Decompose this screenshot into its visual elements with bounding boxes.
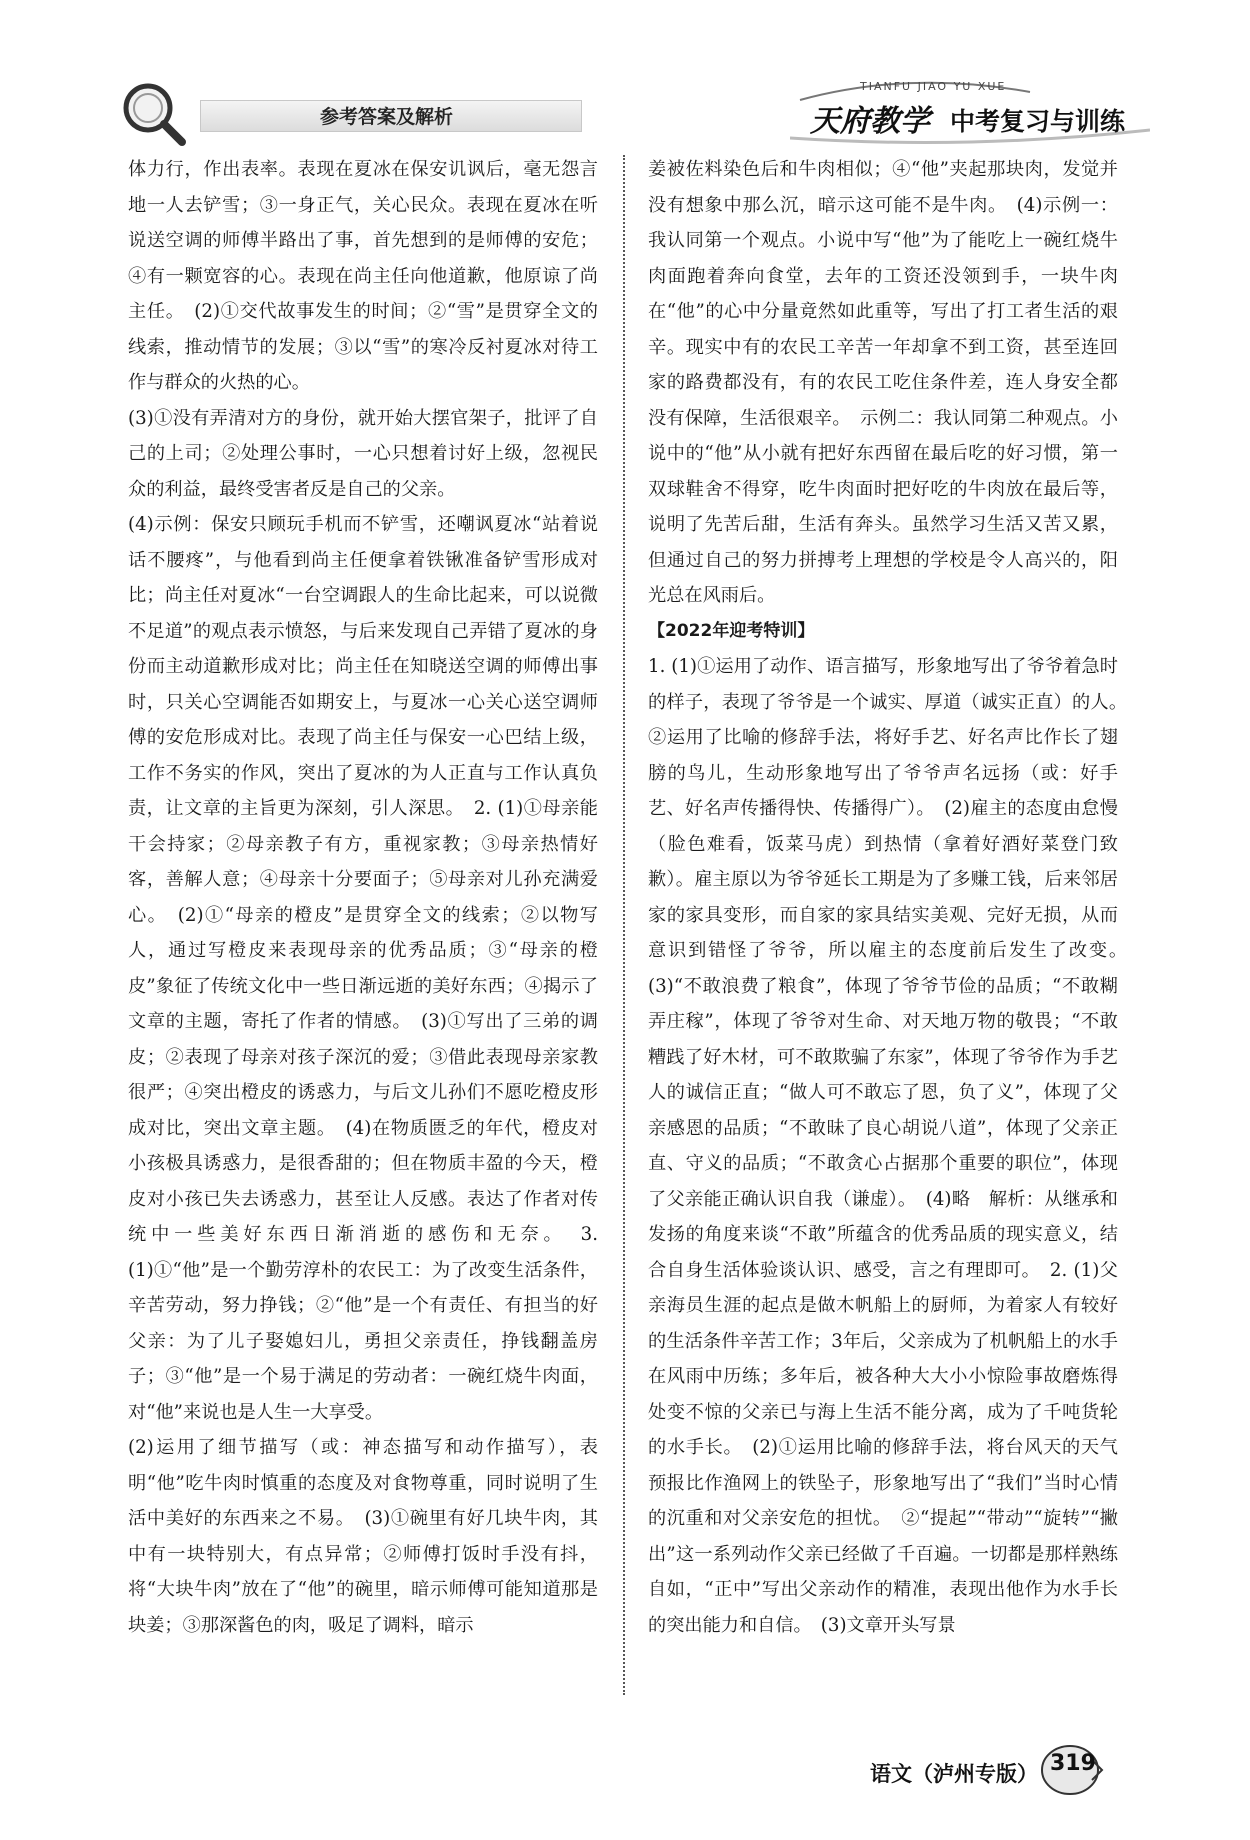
right-column (648, 152, 1137, 1643)
page-header (0, 0, 1250, 150)
left-column (128, 152, 598, 1643)
column-divider (623, 155, 625, 1695)
section-heading: 【2022年迎考特训】 (648, 620, 815, 641)
page-title: 参考答案及解析 (320, 106, 454, 128)
answer-paragraph: (4)示例：保安只顾玩手机而不铲雪，还嘲讽夏冰“站着说话不腰疼”，与他看到尚主任便拿着铁锹准备铲雪形成对比；尚主任对夏冰“一台空调跟人的生命比起来，可以说微不足道”的观点表示愤怒，与后来发现自己弄错了夏冰的身份而主动道歉形成对比；尚主任在知晓送空调的师傅出事时，只关心空调能否如期安上，与夏冰一心关心送空调师傅的安危形成对比。表现了尚主任与保安一心巴结上级，工作不务实的作风，突出了夏冰的为人正直与工作认真负责，让文章的主旨更为深刻，引人深思。 2. (1)①母亲能干会持家；②母亲教子有方，重视家教；③母亲热情好客，善解人意；④母亲十分要面子；⑤母亲对儿孙充满爱心。 (2)①“母亲的橙皮”是贯穿全文的线索；②以物写人，通过写橙皮来表现母亲的优秀品质；③“母亲的橙皮”象征了传统文化中一些日渐远逝的美好东西；④揭示了文章的主题，寄托了作者的情感。 (3)①写出了三弟的调皮；②表现了母亲对孩子深沉的爱；③借此表现母亲家教很严；④突出橙皮的诱惑力，与后文儿孙们不愿吃橙皮形成对比，突出文章主题。 (4)在物质匮乏的年代，橙皮对小孩极具诱惑力，是很香甜的；但在物质丰盈的今天，橙皮对小孩已失去诱惑力，甚至让人反感。表达了作者对传统中一些美好东西日渐消逝的感伤和无奈。 3. (1)①“他”是一个勤劳淳朴的农民工：为了改变生活条件，辛苦劳动，努力挣钱；②“他”是一个有责任、有担当的好父亲：为了儿子娶媳妇儿，勇担父亲责任，挣钱翻盖房子；③“他”是一个易于满足的劳动者：一碗红烧牛肉面，对“他”来说也是人生一大享受。 (128, 514, 598, 1423)
answer-paragraph: (2)运用了细节描写（或：神态描写和动作描写），表明“他”吃牛肉时慎重的态度及对食物尊重，同时说明了生活中美好的东西来之不易。 (3)①碗里有好几块牛肉，其中有一块特别大，有点异常；②师傅打饭时手没有抖，将“大块牛肉”放在了“他”的碗里，暗示师傅可能知道那是块姜；③那深酱色的肉，吸足了调料，暗示 (128, 1437, 598, 1636)
answer-paragraph: (3)①没有弄清对方的身份，就开始大摆官架子，批评了自己的上司；②处理公事时，一心只想着讨好上级，忽视民众的利益，最终受害者反是自己的父亲。 (128, 407, 598, 500)
brand-logo (790, 80, 1150, 150)
brand-subtitle: 中考复习与训练 (950, 107, 1126, 136)
answer-paragraph: 体力行，作出表率。表现在夏冰在保安讥讽后，毫无怨言地一人去铲雪；③一身正气，关心民众。表现在夏冰在听说送空调的师傅半路出了事，首先想到的是师傅的安危；④有一颗宽容的心。表现在尚主任向他道歉，他原谅了尚主任。 (2)①交代故事发生的时间；②“雪”是贯穿全文的线索，推动情节的发展；③以“雪”的寒冷反衬夏冰对待工作与群众的火热的心。 (128, 159, 598, 393)
answer-paragraph: 1. (1)①运用了动作、语言描写，形象地写出了爷爷着急时的样子，表现了爷爷是一个诚实、厚道（诚实正直）的人。 ②运用了比喻的修辞手法，将好手艺、好名声比作长了翅膀的鸟儿，生动形象地写出了爷爷声名远扬（或：好手艺、好名声传播得快、传播得广）。 (2)雇主的态度由怠慢（脸色难看，饭菜马虎）到热情（拿着好酒好菜登门致歉）。雇主原以为爷爷延长工期是为了多赚工钱，后来邻居家的家具变形，而自家的家具结实美观、完好无损，从而意识到错怪了爷爷，所以雇主的态度前后发生了改变。 (3)“不敢浪费了粮食”，体现了爷爷节俭的品质；“不敢糊弄庄稼”，体现了爷爷对生命、对天地万物的敬畏；“不敢糟践了好木材，可不敢欺骗了东家”，体现了爷爷作为手艺人的诚信正直；“做人可不敢忘了恩，负了义”，体现了父亲感恩的品质；“不敢昧了良心胡说八道”，体现了父亲正直、守义的品质；“不敢贪心占据那个重要的职位”，体现了父亲能正确认识自我（谦虚）。 (4)略 解析：从继承和发扬的角度来谈“不敢”所蕴含的优秀品质的现实意义，结合自身生活体验谈认识、感受，言之有理即可。 2. (1)父亲海员生涯的起点是做木帆船上的厨师，为着家人有较好的生活条件辛苦工作；3年后，父亲成为了机帆船上的水手在风雨中历练；多年后，被各种大大小小惊险事故磨炼得处变不惊的父亲已与海上生活不能分离，成为了千吨货轮的水手长。 (2)①运用比喻的修辞手法，将台风天的天气预报比作渔网上的铁坠子，形象地写出了“我们”当时心情的沉重和对父亲安危的担忧。 ②“提起”“带动”“旋转”“撇出”这一系列动作父亲已经做了千百遍。一切都是那样熟练自如，“正中”写出父亲动作的精准，表现出他作为水手长的突出能力和自信。 (3)文章开头写景 (648, 656, 1137, 1636)
brand-pinyin: TIANFU JIAO YU XUE (860, 80, 1007, 93)
page-number: 319 (1050, 1751, 1096, 1776)
answer-paragraph: 姜被佐料染色后和牛肉相似；④“他”夹起那块肉，发觉并没有想象中那么沉，暗示这可能不是牛肉。 (4)示例一：我认同第一个观点。小说中写“他”为了能吃上一碗红烧牛肉面跑着奔向食堂，去年的工资还没领到手，一块牛肉在“他”的心中分量竟然如此重等，写出了打工者生活的艰辛。现实中有的农民工辛苦一年却拿不到工资，甚至连回家的路费都没有，有的农民工吃住条件差，连人身安全都没有保障，生活很艰辛。 示例二：我认同第二种观点。小说中的“他”从小就有把好东西留在最后吃的好习惯，第一双球鞋舍不得穿，吃牛肉面时把好吃的牛肉放在最后等，说明了先苦后甜，生活有奔头。虽然学习生活又苦又累，但通过自己的努力拼搏考上理想的学校是令人高兴的，阳光总在风雨后。 (648, 159, 1118, 606)
magnifier-icon (118, 78, 188, 148)
subject-label: 语文（泸州专版） (870, 1762, 1038, 1786)
brand-name: 天府教学 (810, 104, 930, 139)
